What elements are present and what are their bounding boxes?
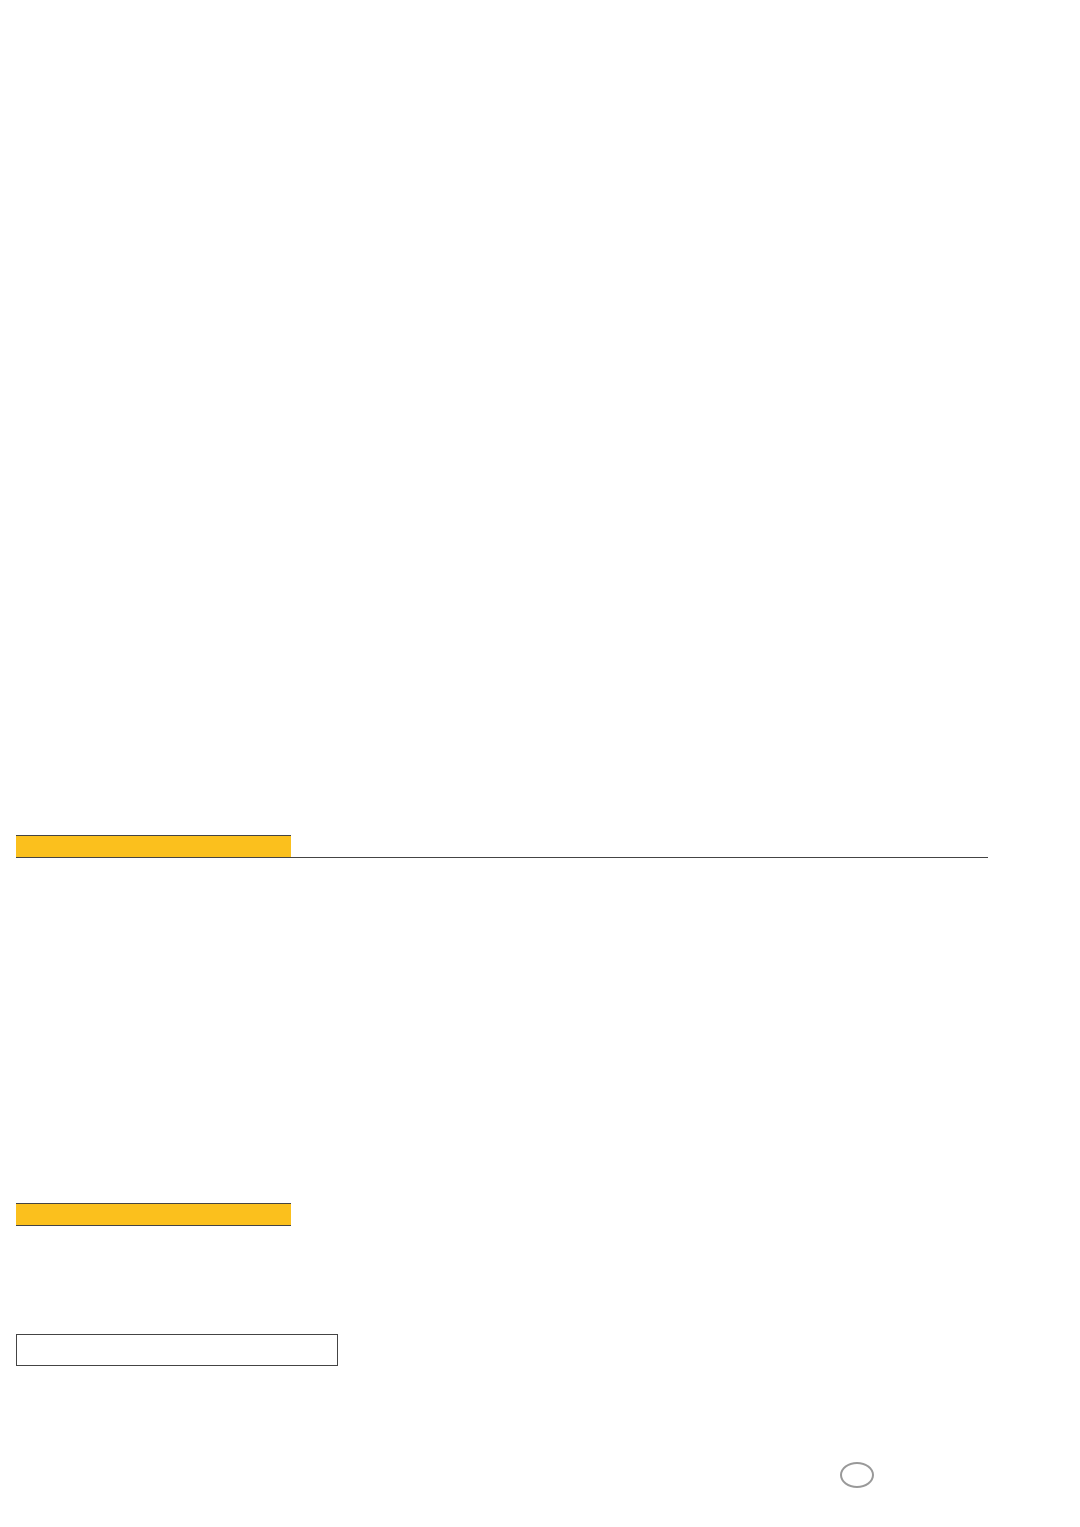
watermark (840, 1464, 882, 1490)
voltage-intro (16, 857, 988, 858)
voltage-loss-banner (16, 835, 291, 858)
lightning-banner (16, 1203, 291, 1226)
lightning-sub1 (16, 1334, 338, 1366)
wechat-icon (840, 1462, 874, 1488)
